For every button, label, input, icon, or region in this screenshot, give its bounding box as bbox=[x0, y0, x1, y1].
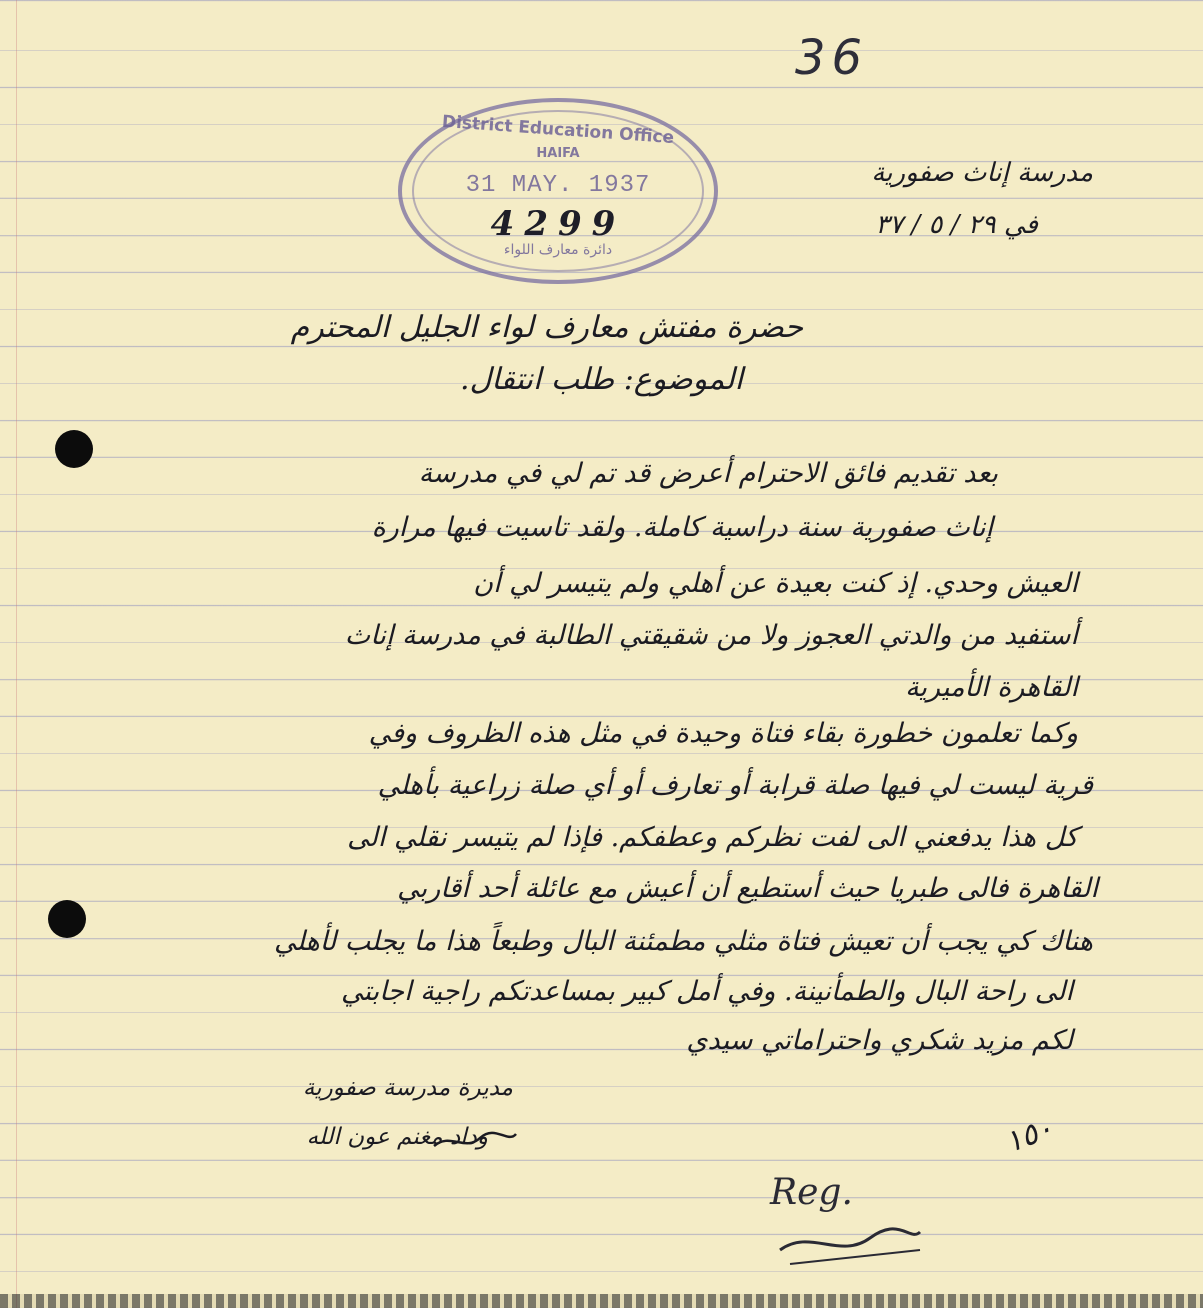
body-line: العيش وحدي. إذ كنت بعيدة عن أهلي ولم يتيسر لي أن bbox=[473, 568, 1078, 599]
body-line: إناث صفورية سنة دراسية كاملة. ولقد تاسيت فيها مرارة bbox=[371, 512, 993, 543]
signature-name: وداد مغنم عون الله bbox=[306, 1124, 488, 1150]
body-line: وكما تعلمون خطورة بقاء فتاة وحيدة في مثل هذه الظروف وفي bbox=[368, 718, 1078, 749]
subject-line: الموضوع: طلب انتقال. bbox=[459, 362, 743, 397]
page-bottom-edge bbox=[0, 1294, 1203, 1308]
body-line: القاهرة الأميرية bbox=[905, 672, 1078, 703]
body-line: قرية ليست لي فيها صلة قرابة أو تعارف أو أي صلة زراعية بأهلي bbox=[377, 770, 1093, 801]
body-line: هناك كي يجب أن تعيش فتاة مثلي مطمئنة البال وطبعاً هذا ما يجلب لأهلي bbox=[274, 926, 1093, 957]
body-line: القاهرة فالى طبريا حيث أستطيع أن أعيش مع عائلة أحد أقاربي bbox=[397, 873, 1098, 904]
registry-note: Reg. bbox=[770, 1172, 853, 1213]
date-line: في ٢٩ / ٥ / ٣٧ bbox=[875, 210, 1038, 240]
page-number: 36 bbox=[795, 30, 869, 86]
stamp-date: 31 MAY. 1937 bbox=[465, 172, 651, 199]
registry-initials bbox=[770, 1220, 930, 1270]
stamp-city: HAIFA bbox=[536, 146, 580, 161]
sender-line: مدرسة إناث صفورية bbox=[871, 158, 1093, 188]
punch-hole-bottom bbox=[48, 900, 86, 938]
body-line: أستفيد من والدتي العجوز ولا من شقيقتي الطالبة في مدرسة إناث bbox=[344, 620, 1078, 651]
signature-title: مديرة مدرسة صفورية bbox=[302, 1075, 513, 1101]
body-line: كل هذا يدفعني الى لفت نظركم وعطفكم. فإذا لم يتيسر نقلي الى bbox=[347, 822, 1078, 853]
side-note: ١٥٠ bbox=[1000, 1110, 1058, 1161]
signature-flourish bbox=[430, 1126, 520, 1156]
stamp-title: District Education Office bbox=[441, 111, 675, 149]
stamp-arabic-text: دائرة معارف اللواء bbox=[503, 242, 613, 258]
stamp-reference-number: 4299 bbox=[490, 204, 626, 244]
body-line: الى راحة البال والطمأنينة. وفي أمل كبير بمساعدتكم راجية اجابتي bbox=[341, 976, 1073, 1007]
body-line: بعد تقديم فائق الاحترام أعرض قد تم لي في مدرسة bbox=[418, 458, 998, 489]
district-education-office-stamp bbox=[398, 98, 718, 284]
addressee-line: حضرة مفتش معارف لواء الجليل المحترم bbox=[290, 310, 803, 345]
punch-hole-top bbox=[55, 430, 93, 468]
margin-rule bbox=[16, 0, 17, 1308]
body-line: لكم مزيد شكري واحتراماتي سيدي bbox=[686, 1025, 1073, 1056]
